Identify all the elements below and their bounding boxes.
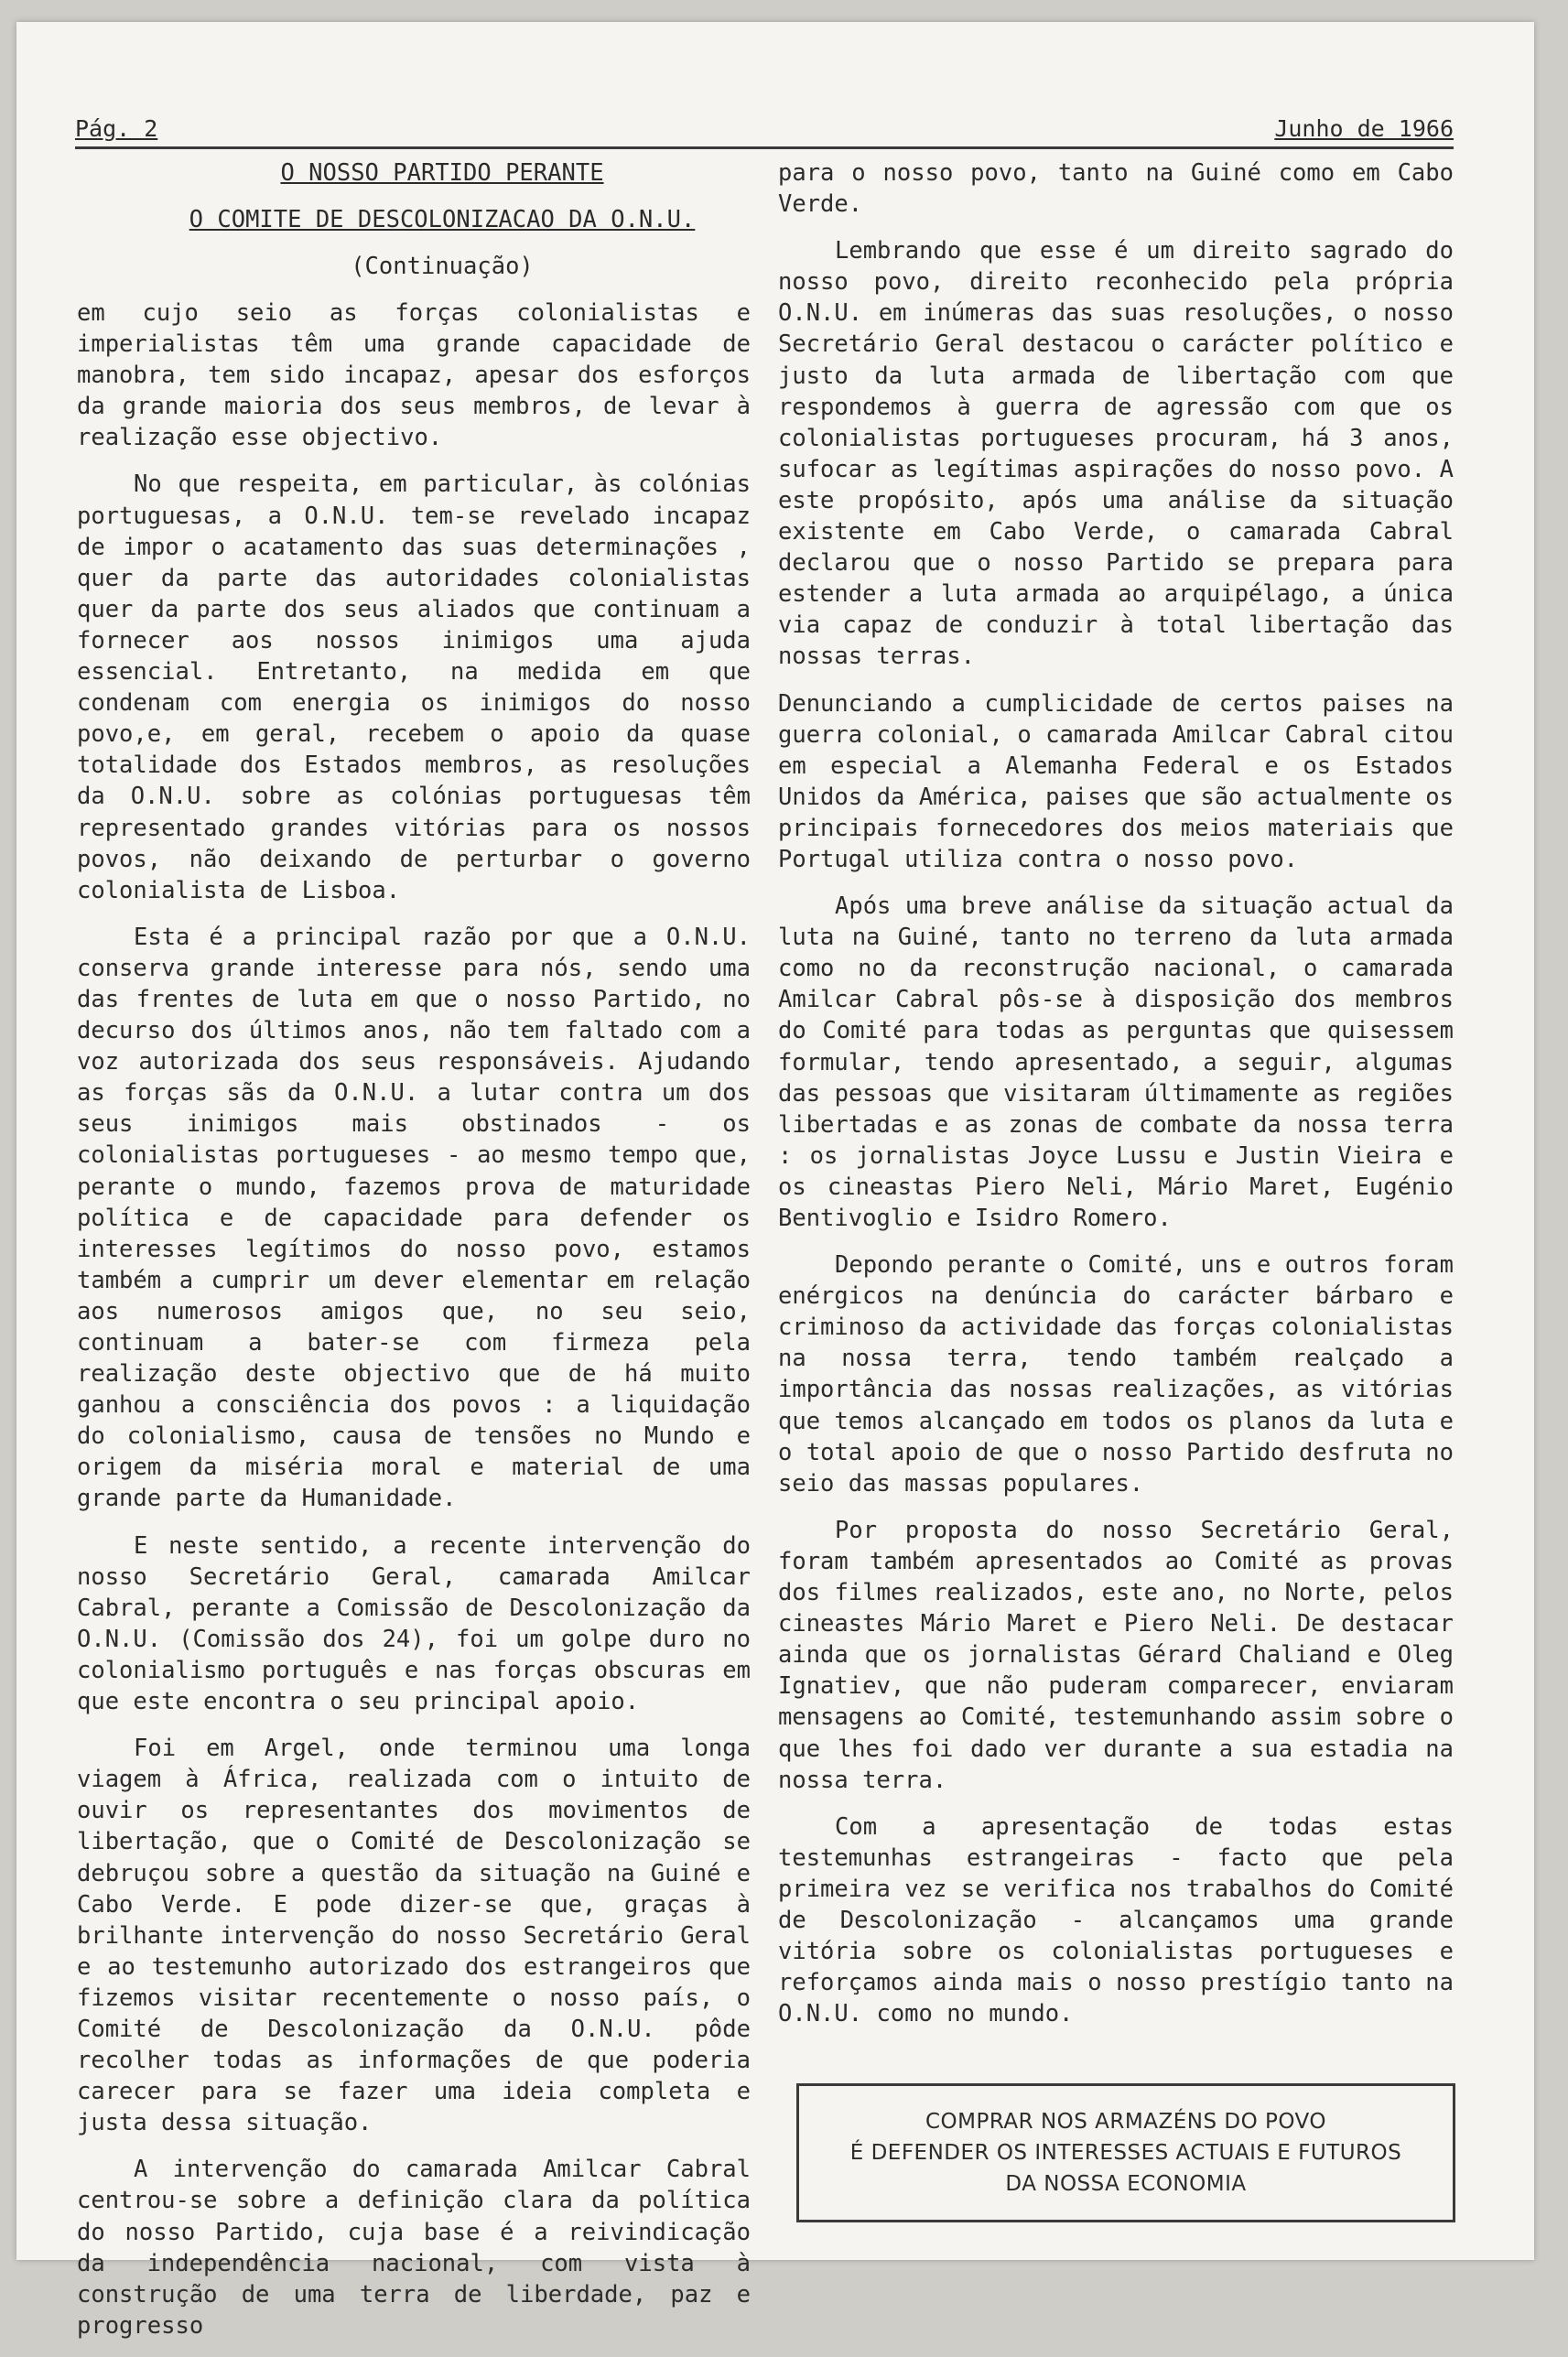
page-number: Pág. 2 xyxy=(75,115,158,142)
paragraph: No que respeita, em particular, às colónias portuguesas, a O.N.U. tem-se revelado incapaz de impor o acatamento das suas determinações , quer da parte das autoridades colonialistas quer da parte dos seus aliados que continuam a fornecer aos nossos inimigos uma ajuda essencial. Entretanto, na medida em que condenam com energia os inimigos do nosso povo,e, em geral, recebem o apoio da quase totalidade dos Estados membros, as resoluções da O.N.U. sobre as colónias portuguesas têm representado grandes vitórias para os nossos povos, não deixando de perturbar o governo colonialista de Lisboa. xyxy=(77,470,751,904)
slogan-line-1: COMPRAR NOS ARMAZÉNS DO POVO xyxy=(925,2110,1326,2134)
paragraph: Foi em Argel, onde terminou uma longa viagem à África, realizada com o intuito de ouvir os representantes dos movimentos de libertação, que o Comité de Descolonização se debruçou sobre a questão da situação na Guiné e Cabo Verde. E pode dizer-se que, graças à brilhante intervenção do nosso Secretário Geral e ao testemunho autorizado dos estrangeiros que fizemos visitar recentemente o nosso país, o Comité de Descolonização da O.N.U. pôde recolher todas as informações de que poderia carecer para se fazer uma ideia completa e justa dessa situação. xyxy=(77,1735,751,2137)
paragraph: Com a apresentação de todas estas testemunhas estrangeiras - facto que pela primeira vez se verifica nos trabalhos do Comité de Descolonização - alcançamos uma grande vitória sobre os colonialistas portugueses e reforçamos ainda mais o nosso prestígio tanto na O.N.U. como no mundo. xyxy=(778,1812,1454,2028)
slogan-line-2: É DEFENDER OS INTERESSES ACTUAIS E FUTUROS xyxy=(849,2141,1402,2165)
slogan-box xyxy=(796,2083,1455,2222)
paragraph: Lembrando que esse é um direito sagrado do nosso povo, direito reconhecido pela própria O.N.U. em inúmeras das suas resoluções, o nosso Secretário Geral destacou o carácter político e justo da luta armada de libertação com que respondemos à guerra de agressão com que os colonialistas portugueses procuram, há 3 anos, sufocar as legítimas aspirações do nosso povo. A este propósito, após uma análise da situação existente em Cabo Verde, o camarada Cabral declarou que o nosso Partido se prepara para estender a luta armada ao arquipélago, a única via capaz de conduzir à total libertação das nossas terras. xyxy=(778,237,1454,671)
paragraph: Denunciando a cumplicidade de certos paises na guerra colonial, o camarada Amilcar Cabral citou em especial a Alemanha Federal e os Estados Unidos da América, paises que são actualmente os principais fornecedores dos meios materiais que Portugal utiliza contra o nosso povo. xyxy=(778,689,1454,873)
continuation-label: (Continuação) xyxy=(351,253,534,280)
article-title-line-1: O NOSSO PARTIDO PERANTE xyxy=(280,159,604,187)
right-column xyxy=(778,157,1454,2045)
issue-date: Junho de 1966 xyxy=(1274,115,1454,142)
paragraph: em cujo seio as forças colonialistas e imperialistas têm uma grande capacidade de manobra, tem sido incapaz, apesar dos esforços da grande maioria dos seus membros, de levar à realização esse objectivo. xyxy=(77,299,751,452)
slogan-line-3: DA NOSSA ECONOMIA xyxy=(1005,2172,1247,2196)
paragraph: Após uma breve análise da situação actual da luta na Guiné, tanto no terreno da luta armada como no da reconstrução nacional, o camarada Amilcar Cabral pôs-se à disposição dos membros do Comité para todas as perguntas que quisessem formular, tendo apresentado, a seguir, algumas das pessoas que visitaram últimamente as regiões libertadas e as zonas de combate da nossa terra : os jornalistas Joyce Lussu e Justin Vieira e os cineastas Piero Neli, Mário Maret, Eugénio Bentivoglio e Isidro Romero. xyxy=(778,892,1454,1232)
paragraph: A intervenção do camarada Amilcar Cabral centrou-se sobre a definição clara da política do nosso Partido, cuja base é a reivindicação da independência nacional, com vista à construção de uma terra de liberdade, paz e progresso xyxy=(77,2156,751,2340)
newspaper-page xyxy=(16,22,1534,2340)
paragraph: E neste sentido, a recente intervenção do nosso Secretário Geral, camarada Amilcar Cabral, perante a Comissão de Descolonização da O.N.U. (Comissão dos 24), foi um golpe duro no colonialismo português e nas forças obscuras em que este encontra o seu principal apoio. xyxy=(77,1531,751,1716)
paragraph: para o nosso povo, tanto na Guiné como em Cabo Verde. xyxy=(778,159,1454,219)
page-header xyxy=(75,95,1454,149)
paragraph: Depondo perante o Comité, uns e outros foram enérgicos na denúncia do carácter bárbaro e criminoso da actividade das forças colonialistas na nossa terra, tendo também realçado a importância das nossas realizações, as vitórias que temos alcançado em todos os planos da luta e o total apoio de que o nosso Partido desfruta no seio das massas populares. xyxy=(778,1251,1454,1497)
article-title-line-2: O COMITE DE DESCOLONIZACAO DA O.N.U. xyxy=(189,206,696,233)
paragraph: Por proposta do nosso Secretário Geral, foram também apresentados ao Comité as provas dos filmes realizados, este ano, no Norte, pelos cineastes Mário Maret e Piero Neli. De destacar ainda que os jornalistas Gérard Chaliand e Oleg Ignatiev, que não puderam comparecer, enviaram mensagens ao Comité, testemunhando assim sobre o que lhes foi dado ver durante a sua estadia na nossa terra. xyxy=(778,1516,1454,1794)
left-column xyxy=(77,157,751,2357)
paragraph: Esta é a principal razão por que a O.N.U. conserva grande interesse para nós, sendo uma das frentes de luta em que o nosso Partido, no decurso dos últimos anos, não tem faltado com a voz autorizada dos seus responsáveis. Ajudando as forças sãs da O.N.U. a lutar contra um dos seus inimigos mais obstinados - os colonialistas portugueses - ao mesmo tempo que, perante o mundo, fazemos prova de maturidade política e de capacidade para defender os interesses legítimos do nosso povo, estamos também a cumprir um dever elementar em relação aos numerosos amigos que, no seu seio, continuam a bater-se com firmeza pela realização deste objectivo que de há muito ganhou a consciência dos povos : a liquidação do colonialismo, causa de tensões no Mundo e origem da miséria moral e material de uma grande parte da Humanidade. xyxy=(77,923,751,1513)
